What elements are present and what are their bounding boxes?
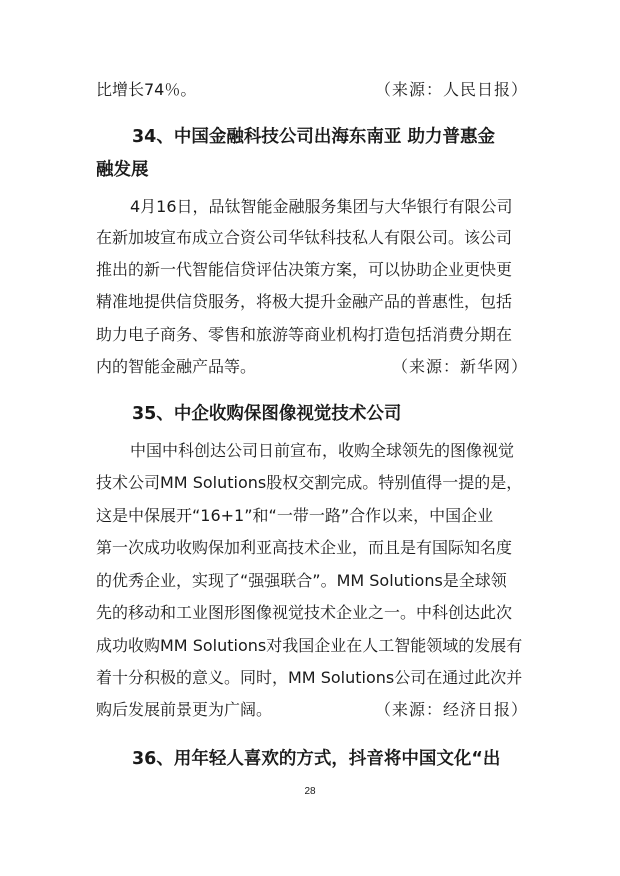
section-34-heading-line-1: 34、中国金融科技公司出海东南亚 助力普惠金 bbox=[132, 127, 495, 147]
section-34-last-line bbox=[96, 357, 528, 377]
section-34-heading-line-2: 融发展 bbox=[96, 160, 149, 180]
page-number: 28 bbox=[304, 786, 316, 797]
section-36-heading: 36、用年轻人喜欢的方式，抖音将中国文化“出 bbox=[132, 749, 501, 769]
section-34-body-line: 4月16日，品钛智能金融服务集团与大华银行有限公司 bbox=[130, 197, 513, 216]
section-35-heading: 35、中企收购保图像视觉技术公司 bbox=[132, 404, 402, 424]
top-source: （来源：人民日报） bbox=[374, 80, 528, 99]
section-35-body-line: 技术公司MM Solutions股权交割完成。特别值得一提的是， bbox=[96, 473, 523, 492]
section-35-body-line: 的优秀企业，实现了“强强联合”。MM Solutions是全球领 bbox=[96, 571, 507, 590]
section-35-body-line: 先的移动和工业图形图像视觉技术企业之一。中科创达此次 bbox=[96, 603, 513, 622]
section-35-last-text: 购后发展前景更为广阔。 bbox=[96, 700, 273, 719]
section-34-body-line: 精准地提供信贷服务，将极大提升金融产品的普惠性，包括 bbox=[96, 292, 513, 311]
section-35-body-line: 着十分积极的意义。同时，MM Solutions公司在通过此次并 bbox=[96, 668, 523, 687]
section-35-body-line: 成功收购MM Solutions对我国企业在人工智能领域的发展有 bbox=[96, 636, 523, 655]
section-34-source: （来源：新华网） bbox=[391, 357, 528, 376]
section-34-last-text: 内的智能金融产品等。 bbox=[96, 357, 257, 376]
section-35-body-line: 这是中保展开“16+1”和“一带一路”合作以来，中国企业 bbox=[96, 506, 494, 525]
section-35-body-line: 中国中科创达公司日前宣布，收购全球领先的图像视觉 bbox=[130, 441, 515, 460]
section-34-body-line: 推出的新一代智能信贷评估决策方案，可以协助企业更快更 bbox=[96, 260, 513, 279]
top-line bbox=[96, 80, 528, 100]
section-35-source: （来源：经济日报） bbox=[374, 700, 528, 719]
section-34-body-line: 在新加坡宣布成立合资公司华钛科技私人有限公司。该公司 bbox=[96, 228, 513, 247]
top-text: 比增长74％。 bbox=[96, 80, 197, 99]
section-35-body-line: 第一次成功收购保加利亚高技术企业，而且是有国际知名度 bbox=[96, 538, 513, 557]
section-34-body-line: 助力电子商务、零售和旅游等商业机构打造包括消费分期在 bbox=[96, 325, 513, 344]
section-35-last-line bbox=[96, 700, 528, 720]
